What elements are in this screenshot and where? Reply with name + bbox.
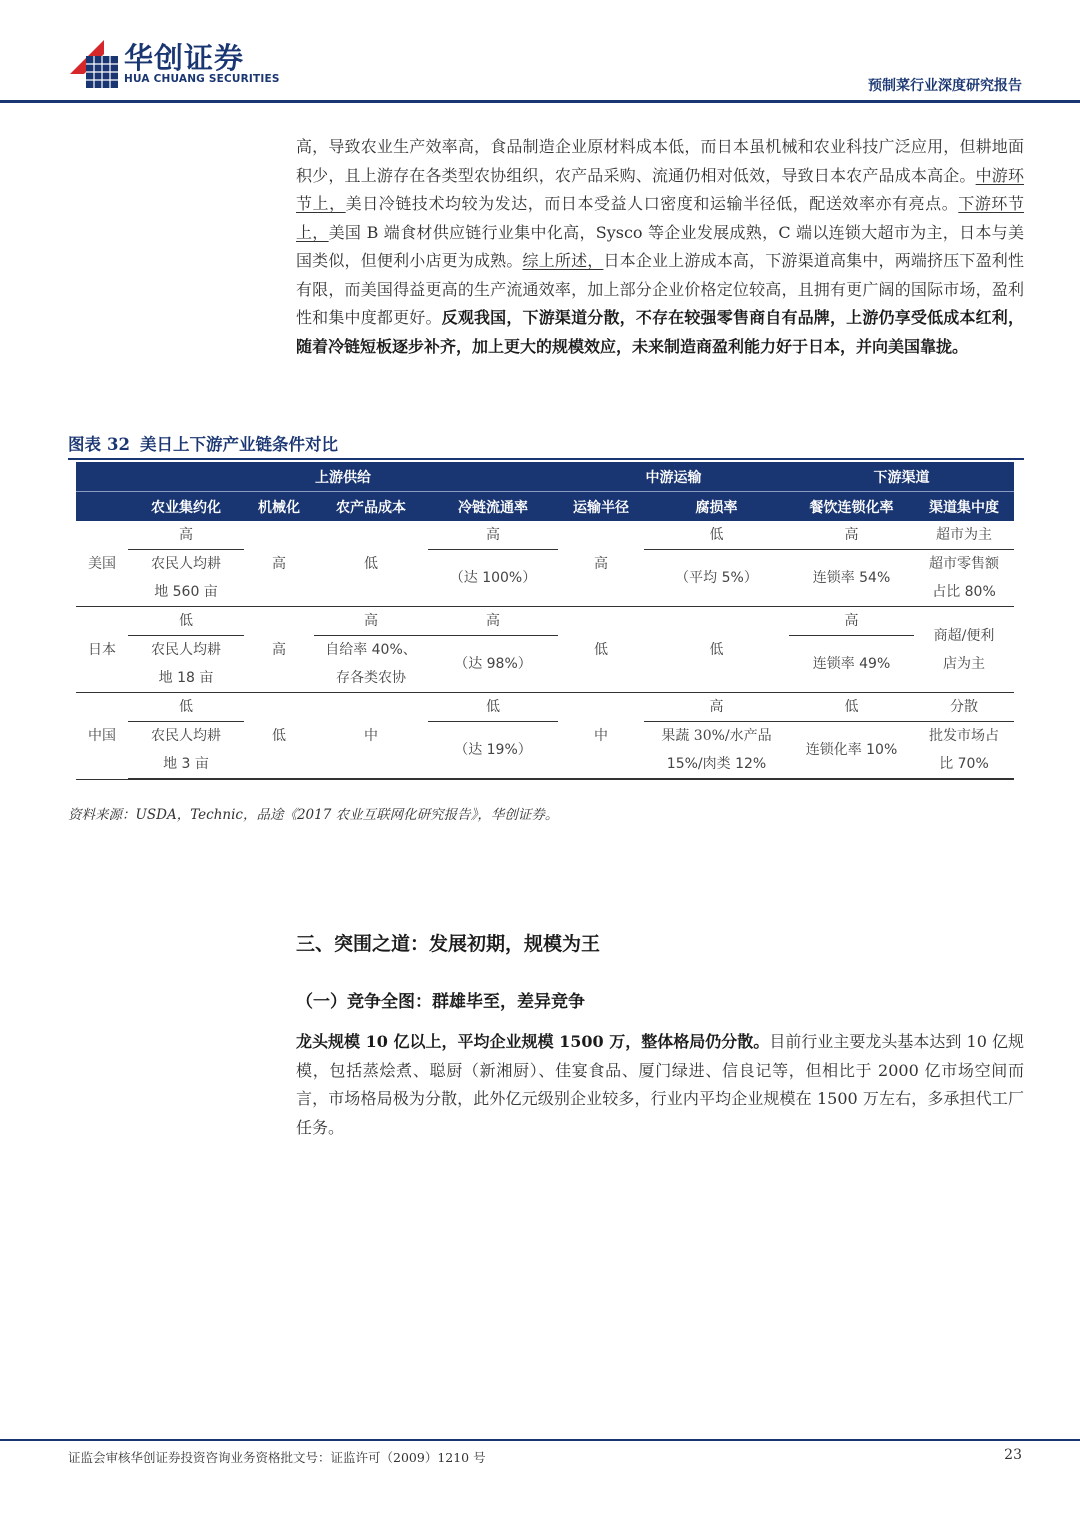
- jp-agri-desc-2: 地 18 亩: [128, 664, 244, 693]
- cn-cold-level: 低: [428, 693, 558, 722]
- column-header-radius: 运输半径: [558, 492, 644, 522]
- column-header-chain-rate: 餐饮连锁化率: [789, 492, 914, 522]
- cn-mech: 低: [244, 693, 314, 780]
- jp-chain-level: 高: [789, 607, 914, 636]
- cn-conc-desc-1: 批发市场占: [929, 728, 999, 744]
- row-label-jp: 日本: [76, 607, 128, 693]
- body-paragraph-2: [296, 1028, 1024, 1142]
- group-header-midstream: 中游运输: [558, 462, 789, 492]
- cn-cold-desc: （达 19%）: [428, 722, 558, 780]
- para1-bold-conclusion: 反观我国，下游渠道分散，不存在较强零售商自有品牌，上游仍享受低成本红利，随着冷链短板逐步补齐，加上更大的规模效应，未来制造商盈利能力好于日本，并向美国靠拢。: [296, 308, 1024, 356]
- jp-conc-desc-2: 店为主: [943, 655, 985, 672]
- us-radius: 高: [558, 521, 644, 607]
- figure-source: 资料来源：USDA，Technic，品途《2017 农业互联网化研究报告》，华创证券。: [68, 807, 559, 823]
- jp-agri-desc-1: 农民人均耕: [151, 642, 221, 658]
- cn-loss-desc-2: 15%/肉类 12%: [644, 750, 789, 779]
- row-label-cn: 中国: [76, 693, 128, 780]
- para1-sentence-4: 日本企业上游成本高，下游渠道高集中，两端挤压下盈利性有限，而美国得益更高的生产流通效率，加上部分企业价格定位较高，且拥有更广阔的国际市场，盈利性和集中度都更好。: [296, 251, 1024, 327]
- column-header-loss: 腐损率: [644, 492, 789, 522]
- report-title: 预制菜行业深度研究报告: [868, 78, 1022, 94]
- table-row-jp: [76, 607, 1014, 636]
- figure-caption: 美日上下游产业链条件对比: [139, 435, 338, 454]
- column-header-cold-chain: 冷链流通率: [428, 492, 558, 522]
- jp-radius: 低: [558, 607, 644, 693]
- us-loss-level: 低: [644, 521, 789, 550]
- column-header-cost: 农产品成本: [314, 492, 428, 522]
- us-loss-desc: （平均 5%）: [644, 550, 789, 607]
- figure-title: [68, 431, 338, 455]
- us-conc-desc-1: 超市零售额: [929, 556, 999, 572]
- huachuang-logo-icon: [70, 40, 118, 88]
- cn-cost: 中: [314, 693, 428, 780]
- us-cold-level: 高: [428, 521, 558, 550]
- us-agri-desc-1: 农民人均耕: [151, 556, 221, 572]
- header-divider: [0, 100, 1080, 103]
- jp-mech: 高: [244, 607, 314, 693]
- cn-agri-level: 低: [128, 693, 244, 722]
- jp-conc-desc-1: 商超/便利: [933, 627, 995, 644]
- cn-chain-desc: 连锁化率 10%: [789, 722, 914, 780]
- para1-sentence-3: 美国 B 端食材供应链行业集中化高，Sysco 等企业发展成熟，C 端以连锁大超市为主，日本与美国类似，但便利小店更为成熟。: [296, 222, 1024, 270]
- row-label-us: 美国: [76, 521, 128, 607]
- jp-chain-desc: 连锁率 49%: [789, 636, 914, 693]
- table-group-header-row: [76, 462, 1014, 492]
- comparison-table: [76, 462, 1014, 780]
- column-header-mech: 机械化: [244, 492, 314, 522]
- column-header-agri: 农业集约化: [128, 492, 244, 522]
- jp-conc-desc: [914, 607, 1014, 693]
- figure-number: 32: [107, 435, 130, 454]
- column-header-concentration: 渠道集中度: [914, 492, 1014, 522]
- jp-agri-level: 低: [128, 607, 244, 636]
- logo-english-name: HUA CHUANG SECURITIES: [124, 73, 280, 85]
- para1-sentence-2: 美日冷链技术均较为发达，而日本受益人口密度和运输半径低，配送效率亦有亮点。: [345, 194, 959, 213]
- para1-sentence-1: 高，导致农业生产效率高，食品制造企业原材料成本低，而日本虽机械和农业科技广泛应用，但耕地面积少，且上游存在各类型农协组织，农产品采购、流通仍相对低效，导致日本农产品成本高企。: [296, 137, 1024, 185]
- us-conc-level: 超市为主: [914, 521, 1014, 550]
- footer-divider: [0, 1439, 1080, 1441]
- jp-cost-desc-1: 自给率 40%、: [325, 642, 417, 658]
- footer-license: 证监会审核华创证券投资咨询业务资格批文号：证监许可（2009）1210 号: [68, 1450, 486, 1465]
- table-row-cn: [76, 693, 1014, 722]
- column-header-blank: [76, 492, 128, 522]
- jp-cost-desc-2: 存各类农协: [314, 664, 428, 693]
- para2-bold-lead: 龙头规模 10 亿以上，平均企业规模 1500 万，整体格局仍分散。: [296, 1032, 770, 1051]
- us-cold-desc: （达 100%）: [428, 550, 558, 607]
- us-agri-level: 高: [128, 521, 244, 550]
- jp-loss: 低: [644, 607, 789, 693]
- us-chain-level: 高: [789, 521, 914, 550]
- cn-loss-level: 高: [644, 693, 789, 722]
- us-conc-desc-2: 占比 80%: [914, 578, 1014, 607]
- us-mech: 高: [244, 521, 314, 607]
- group-header-upstream: 上游供给: [128, 462, 558, 492]
- para1-underline-summary: 综上所述，: [522, 251, 604, 270]
- cn-chain-level: 低: [789, 693, 914, 722]
- figure-label: 图表: [68, 435, 101, 454]
- para1-underline-downstream: 下游环节上，: [296, 194, 1024, 242]
- table-column-header-row: [76, 492, 1014, 522]
- jp-cost-level: 高: [314, 607, 428, 636]
- table-row-jp-detail: [76, 636, 1014, 665]
- table-row-cn-detail: [76, 722, 1014, 751]
- us-chain-desc: 连锁率 54%: [789, 550, 914, 607]
- cn-conc-level: 分散: [914, 693, 1014, 722]
- para2-rest: 目前行业主要龙头基本达到 10 亿规模，包括蒸烩煮、聪厨（新湘厨）、佳宴食品、厦门绿进、信良记等，但相比于 2000 亿市场空间而言，市场格局极为分散，此外亿元级别企业较多，行业内平均企业规模在 1500 万左右，多承担代工厂任务。: [296, 1032, 1024, 1137]
- cn-conc-desc-2: 比 70%: [914, 750, 1014, 779]
- cn-radius: 中: [558, 693, 644, 780]
- cn-loss-desc-1: 果蔬 30%/水产品: [661, 728, 772, 744]
- page-number: 23: [1004, 1447, 1022, 1463]
- us-agri-desc-2: 地 560 亩: [128, 578, 244, 607]
- cn-agri-desc-2: 地 3 亩: [128, 750, 244, 779]
- jp-cold-level: 高: [428, 607, 558, 636]
- group-header-downstream: 下游渠道: [789, 462, 1014, 492]
- table-row-us-detail: [76, 550, 1014, 579]
- body-paragraph-1: [296, 133, 1024, 361]
- jp-cold-desc: （达 98%）: [428, 636, 558, 693]
- table-row-us: [76, 521, 1014, 550]
- section-subtitle: （一）竞争全图：群雄毕至，差异竞争: [296, 992, 585, 1012]
- table-header-blank: [76, 462, 128, 492]
- section-title: 三、突围之道：发展初期，规模为王: [296, 933, 601, 955]
- page-header: [0, 0, 1080, 104]
- figure-title-divider: [68, 458, 1024, 460]
- cn-agri-desc-1: 农民人均耕: [151, 728, 221, 744]
- logo-chinese-name: 华创证券: [124, 41, 245, 75]
- us-cost: 低: [314, 521, 428, 607]
- para1-underline-midstream: 中游环节上，: [296, 165, 1024, 213]
